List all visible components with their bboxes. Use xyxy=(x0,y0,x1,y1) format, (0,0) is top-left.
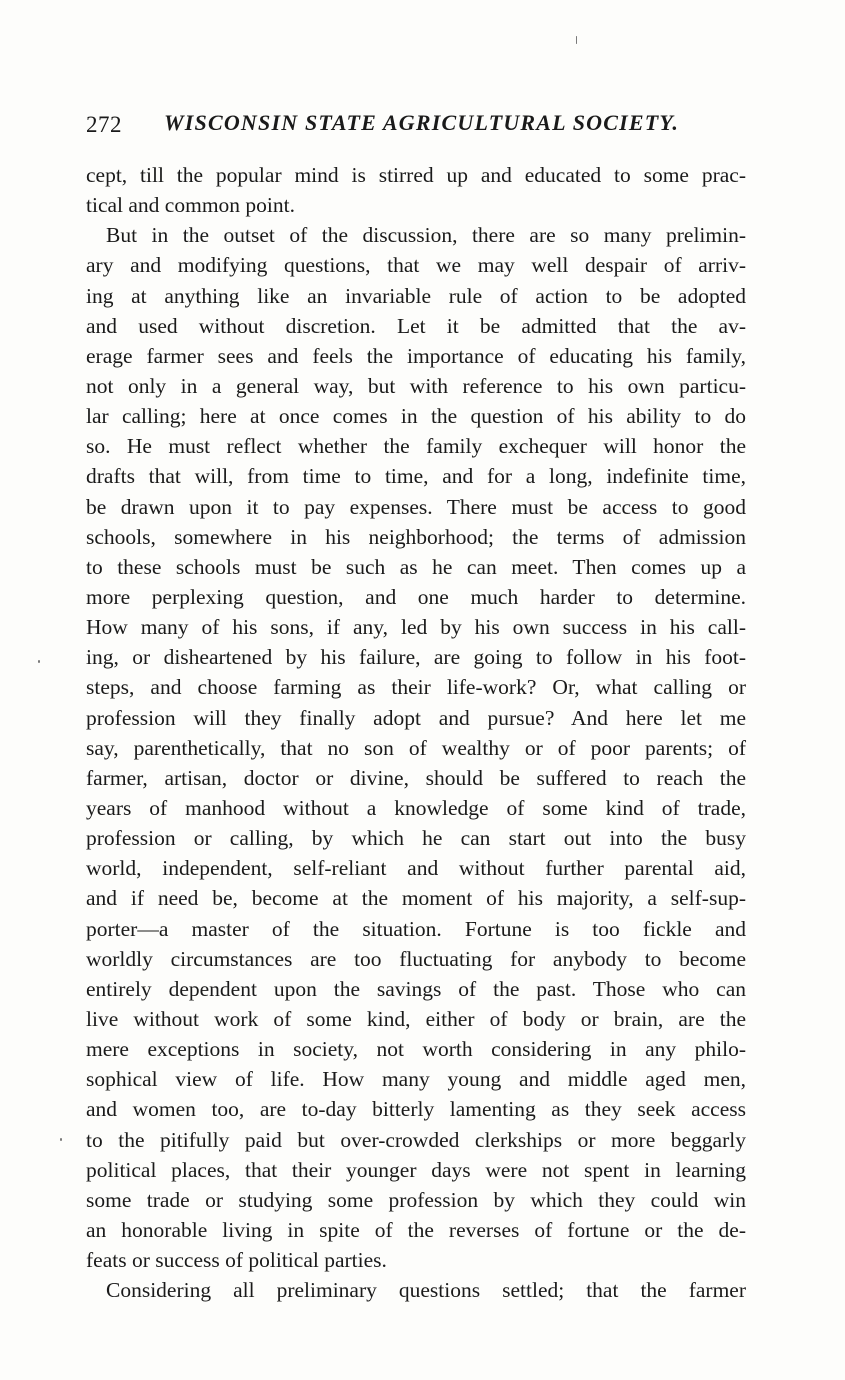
text-line: and if need be, become at the moment of his majority, a self-sup- xyxy=(86,886,746,911)
text-line: entirely dependent upon the savings of the past. Those who can xyxy=(86,976,746,1001)
paper-speck xyxy=(60,1138,62,1141)
text-line: more perplexing question, and one much harder to determine. xyxy=(86,584,746,609)
text-line: porter—a master of the situation. Fortune is too fickle and xyxy=(86,916,746,941)
text-line: live without work of some kind, either of body or brain, are the xyxy=(86,1006,746,1031)
text-line: cept, till the popular mind is stirred up and educated to some prac- xyxy=(86,163,746,187)
paper-speck xyxy=(576,36,577,44)
text-line: say, parenthetically, that no son of wealthy or of poor parents; of xyxy=(86,735,746,760)
text-line: and women too, are to-day bitterly lamenting as they seek access xyxy=(86,1097,746,1122)
text-line: sophical view of life. How many young and middle aged men, xyxy=(86,1067,746,1092)
text-line: political places, that their younger days were not spent in learning xyxy=(86,1157,746,1182)
paper-speck xyxy=(38,660,40,663)
page-number: 272 xyxy=(86,112,122,137)
body-text xyxy=(86,160,746,1305)
text-line: mere exceptions in society, not worth considering in any philo- xyxy=(86,1037,746,1062)
text-line: be drawn upon it to pay expenses. There must be access to good xyxy=(86,494,746,519)
text-line: lar calling; here at once comes in the question of his ability to do xyxy=(86,404,746,429)
text-line: to these schools must be such as he can meet. Then comes up a xyxy=(86,554,746,579)
text-line: farmer, artisan, doctor or divine, should be suffered to reach the xyxy=(86,765,746,790)
running-head xyxy=(86,108,766,142)
text-line: years of manhood without a knowledge of some kind of trade, xyxy=(86,795,746,820)
text-line: ing, or disheartened by his failure, are going to follow in his foot- xyxy=(86,645,746,670)
text-line: steps, and choose farming as their life-work? Or, what calling or xyxy=(86,675,746,700)
text-line: world, independent, self-reliant and without further parental aid, xyxy=(86,856,746,881)
text-line: drafts that will, from time to time, and for a long, indefinite time, xyxy=(86,464,746,489)
text-line: erage farmer sees and feels the importance of educating his family, xyxy=(86,343,746,368)
text-line: worldly circumstances are too fluctuating for anybody to become xyxy=(86,946,746,971)
text-line: and used without discretion. Let it be admitted that the av- xyxy=(86,313,746,338)
journal-title: WISCONSIN STATE AGRICULTURAL SOCIETY. xyxy=(164,110,680,135)
text-line: ing at anything like an invariable rule of action to be adopted xyxy=(86,283,746,308)
text-line: Considering all preliminary questions settled; that the farmer xyxy=(106,1278,746,1303)
text-line: not only in a general way, but with reference to his own particu- xyxy=(86,373,746,398)
text-line: some trade or studying some profession by which they could win xyxy=(86,1187,746,1212)
text-line: profession or calling, by which he can start out into the busy xyxy=(86,826,746,851)
text-line: schools, somewhere in his neighborhood; the terms of admission xyxy=(86,524,746,549)
text-line: feats or success of political parties. xyxy=(86,1248,387,1273)
text-line: profession will they finally adopt and pursue? And here let me xyxy=(86,705,746,730)
text-line: tical and common point. xyxy=(86,193,295,218)
text-line: But in the outset of the discussion, there are so many prelimin- xyxy=(106,223,746,248)
text-line: How many of his sons, if any, led by his own success in his call- xyxy=(86,615,746,640)
text-line: ary and modifying questions, that we may well despair of arriv- xyxy=(86,253,746,278)
text-line: an honorable living in spite of the reverses of fortune or the de- xyxy=(86,1217,746,1242)
text-line: so. He must reflect whether the family exchequer will honor the xyxy=(86,434,746,459)
text-line: to the pitifully paid but over-crowded clerkships or more beggarly xyxy=(86,1127,746,1152)
